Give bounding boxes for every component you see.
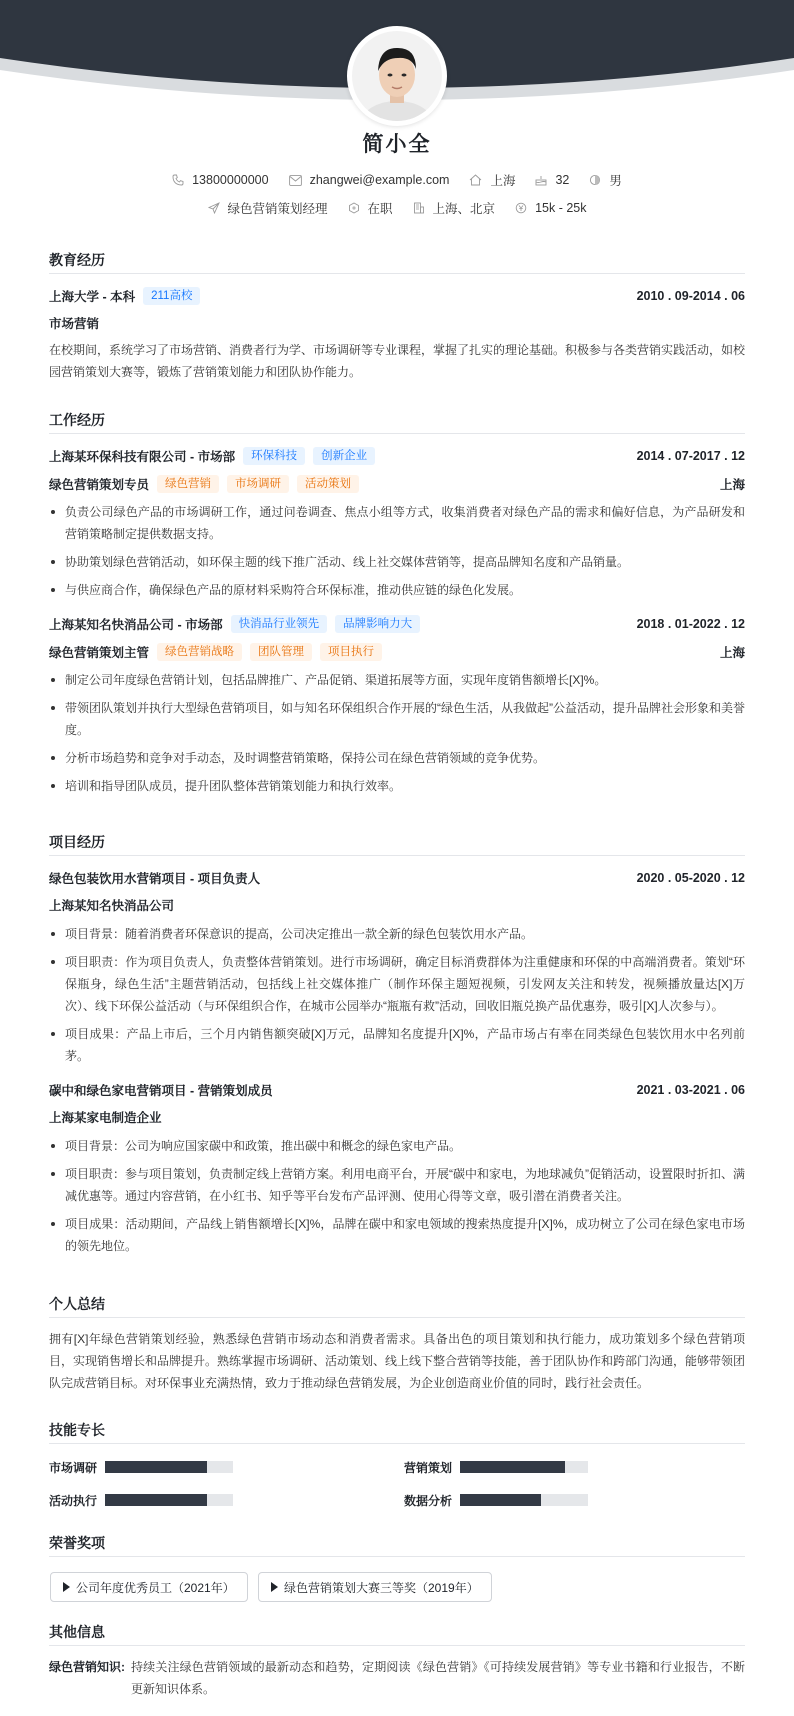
gender-icon bbox=[589, 174, 601, 186]
summary-title: 个人总结 bbox=[49, 1294, 745, 1318]
skill-tag: 活动策划 bbox=[297, 475, 359, 493]
project-header bbox=[49, 867, 745, 889]
skill-item bbox=[404, 1458, 588, 1476]
avatar bbox=[347, 26, 447, 126]
job-location: 上海 bbox=[719, 646, 745, 660]
skill-tag: 绿色营销 bbox=[157, 475, 219, 493]
other-title: 其他信息 bbox=[49, 1622, 745, 1646]
skill-name: 营销策划 bbox=[404, 1460, 453, 1475]
project-bullets bbox=[49, 923, 745, 1067]
company-tag: 品牌影响力大 bbox=[335, 615, 420, 633]
job-header bbox=[49, 613, 745, 635]
skill-name: 活动执行 bbox=[49, 1493, 98, 1508]
skill-tag: 绿色营销战略 bbox=[157, 643, 242, 661]
age-item bbox=[535, 173, 569, 187]
summary-text: 拥有[X]年绿色营销策划经验，熟悉绿色营销市场动态和消费者需求。具备出色的项目策划和执行能力，成功策划多个绿色营销项目，实现销售增长和品牌提升。熟练掌握市场调研、活动策划、线上线下整合营销等技能，善于团队协作和跨部门沟通，能够带领团队完成营销目标。对环保事业充满热情，致力于推动绿色营销发展，为企业创造商业价值的同时，践行社会责任。 bbox=[49, 1332, 746, 1390]
home-icon bbox=[469, 174, 482, 186]
phone-icon bbox=[172, 174, 184, 186]
email-text: zhangwei@example.com bbox=[309, 173, 450, 187]
list-item: 项目职责：作为项目负责人，负责整体营销策划。进行市场调研，确定目标消费群体为注重健康和环保的中高端消费者。策划“环保瓶身，绿色生活”主题营销活动，包括线上社交媒体推广（制作环保主题短视频，引发网友关注和转发，视频播放量达[X]万次）、线下环保公益活动（与环保组织合作，在城市公园举办“瓶瓶有救”活动，回收旧瓶兑换产品优惠券，吸引[X]人次参与）。 bbox=[49, 951, 745, 1017]
triangle-right-icon bbox=[271, 1582, 278, 1592]
job-bullets bbox=[49, 501, 745, 601]
other-section bbox=[49, 1622, 745, 1700]
skill-name: 市场调研 bbox=[49, 1460, 98, 1475]
skill-item bbox=[404, 1491, 588, 1509]
job-bullets bbox=[49, 669, 745, 797]
work-title: 工作经历 bbox=[49, 410, 745, 434]
award-item bbox=[258, 1572, 492, 1602]
skill-name: 数据分析 bbox=[404, 1493, 453, 1508]
list-item: 项目职责：参与项目策划，负责制定线上营销方案。利用电商平台，开展“碳中和家电，为地球减负”促销活动，设置限时折扣、满减优惠等。通过内容营销，在小红书、知乎等平台发布产品评测、使用心得等文章，吸引潜在消费者关注。 bbox=[49, 1163, 745, 1207]
education-header bbox=[49, 285, 745, 307]
list-item: 负责公司绿色产品的市场调研工作，通过问卷调查、焦点小组等方式，收集消费者对绿色产品的需求和偏好信息，为产品研发和营销策略制定提供数据支持。 bbox=[49, 501, 745, 545]
education-title: 教育经历 bbox=[49, 250, 745, 274]
email-icon bbox=[289, 175, 302, 186]
skill-tag: 项目执行 bbox=[320, 643, 382, 661]
list-item: 项目成果：产品上市后，三个月内销售额突破[X]万元，品牌知名度提升[X]%，产品市场占有率在同类绿色包装饮用水中名列前茅。 bbox=[49, 1023, 745, 1067]
list-item: 项目背景：公司为响应国家碳中和政策，推出碳中和概念的绿色家电产品。 bbox=[49, 1135, 745, 1157]
honors-title: 荣誉奖项 bbox=[49, 1533, 745, 1557]
building-icon bbox=[413, 202, 425, 214]
skill-tag: 市场调研 bbox=[227, 475, 289, 493]
skill-bar-fill bbox=[460, 1461, 565, 1473]
project-company: 上海某知名快消品公司 bbox=[49, 899, 175, 913]
list-item: 项目背景：随着消费者环保意识的提高，公司决定推出一款全新的绿色包装饮用水产品。 bbox=[49, 923, 745, 945]
other-text: 持续关注绿色营销领域的最新动态和趋势，定期阅读《绿色营销》《可持续发展营销》等专业书籍和行业报告，不断更新知识体系。 bbox=[131, 1660, 745, 1696]
skill-tag: 团队管理 bbox=[250, 643, 312, 661]
position-row bbox=[49, 641, 745, 663]
salary-text: 15k - 25k bbox=[535, 201, 587, 215]
company-tag: 创新企业 bbox=[313, 447, 375, 465]
salary-item bbox=[515, 201, 586, 215]
company-name: 上海某环保科技有限公司 - 市场部 bbox=[49, 450, 236, 464]
triangle-right-icon bbox=[63, 1582, 70, 1592]
candidate-name: 简小全 bbox=[362, 133, 432, 156]
company-tag: 环保科技 bbox=[243, 447, 305, 465]
project-company: 上海某家电制造企业 bbox=[49, 1111, 162, 1125]
list-item: 带领团队策划并执行大型绿色营销项目，如与知名环保组织合作开展的“绿色生活，从我做起”公益活动，提升品牌社会形象和美誉度。 bbox=[49, 697, 745, 741]
job-entry bbox=[49, 445, 745, 601]
phone-item bbox=[172, 173, 268, 187]
project-name: 绿色包装饮用水营销项目 - 项目负责人 bbox=[49, 872, 261, 886]
list-item: 与供应商合作，确保绿色产品的原材料采购符合环保标准，推动供应链的绿色化发展。 bbox=[49, 579, 745, 601]
education-period: 2010 . 09-2014 . 06 bbox=[636, 289, 745, 303]
award-text: 绿色营销策划大赛三等奖（2019年） bbox=[284, 1580, 479, 1595]
project-period: 2020 . 05-2020 . 12 bbox=[636, 871, 745, 885]
gender-text: 男 bbox=[609, 174, 622, 188]
skills-title: 技能专长 bbox=[49, 1420, 745, 1444]
project-period: 2021 . 03-2021 . 06 bbox=[636, 1083, 745, 1097]
skill-bar bbox=[105, 1461, 233, 1473]
job-location: 上海 bbox=[719, 478, 745, 492]
skill-bar bbox=[460, 1461, 588, 1473]
job-header bbox=[49, 445, 745, 467]
cake-icon bbox=[535, 174, 547, 186]
job-intent-row bbox=[0, 199, 794, 217]
project-header bbox=[49, 1079, 745, 1101]
skill-bar-fill bbox=[105, 1494, 207, 1506]
job-entry bbox=[49, 613, 745, 797]
job-period: 2014 . 07-2017 . 12 bbox=[636, 449, 745, 463]
award-item bbox=[50, 1572, 248, 1602]
skill-bar bbox=[460, 1494, 588, 1506]
age-text: 32 bbox=[555, 173, 570, 187]
skill-bar bbox=[105, 1494, 233, 1506]
gender-item bbox=[589, 171, 622, 189]
project-entry bbox=[49, 1079, 745, 1257]
list-item: 协助策划绿色营销活动，如环保主题的线下推广活动、线上社交媒体营销等，提高品牌知名度和产品销量。 bbox=[49, 551, 745, 573]
phone-text: 13800000000 bbox=[192, 173, 269, 187]
other-label: 绿色营销知识: bbox=[49, 1660, 125, 1674]
status-text: 在职 bbox=[367, 202, 393, 216]
project-entry bbox=[49, 867, 745, 1067]
skill-bar-fill bbox=[105, 1461, 207, 1473]
skill-bar-fill bbox=[460, 1494, 541, 1506]
education-section bbox=[49, 250, 745, 383]
target-role-text: 绿色营销策划经理 bbox=[227, 202, 328, 216]
other-item bbox=[49, 1656, 745, 1700]
major: 市场营销 bbox=[49, 317, 100, 331]
projects-title: 项目经历 bbox=[49, 832, 745, 856]
money-icon bbox=[515, 202, 527, 214]
list-item: 项目成果：活动期间，产品线上销售额增长[X]%，品牌在碳中和家电领域的搜索热度提升[X]%，成功树立了公司在绿色家电市场的领先地位。 bbox=[49, 1213, 745, 1257]
target-cities-item bbox=[413, 199, 496, 217]
list-item: 培训和指导团队成员，提升团队整体营销策划能力和执行效率。 bbox=[49, 775, 745, 797]
list-item: 分析市场趋势和竞争对手动态，及时调整营销策略，保持公司在绿色营销领域的竞争优势。 bbox=[49, 747, 745, 769]
project-bullets bbox=[49, 1135, 745, 1257]
project-name: 碳中和绿色家电营销项目 - 营销策划成员 bbox=[49, 1084, 273, 1098]
work-section bbox=[49, 410, 745, 803]
email-item bbox=[289, 173, 450, 187]
job-period: 2018 . 01-2022 . 12 bbox=[636, 617, 745, 631]
status-item bbox=[348, 199, 393, 217]
list-item: 制定公司年度绿色营销计划，包括品牌推广、产品促销、渠道拓展等方面，实现年度销售额增长[X]%。 bbox=[49, 669, 745, 691]
school-tag: 211高校 bbox=[143, 287, 200, 305]
school-name: 上海大学 - 本科 bbox=[49, 290, 136, 304]
contact-info-row bbox=[0, 171, 794, 189]
position-row bbox=[49, 473, 745, 495]
education-description: 在校期间，系统学习了市场营销、消费者行为学、市场调研等专业课程，掌握了扎实的理论基础。积极参与各类营销实践活动，如校园营销策划大赛等，锻炼了营销策划能力和团队协作能力。 bbox=[49, 343, 746, 379]
skill-item bbox=[49, 1458, 233, 1476]
status-icon bbox=[348, 202, 360, 214]
summary-section bbox=[49, 1294, 745, 1394]
city-text: 上海 bbox=[490, 174, 516, 188]
target-role-item bbox=[208, 199, 328, 217]
award-text: 公司年度优秀员工（2021年） bbox=[76, 1580, 235, 1595]
skill-item bbox=[49, 1491, 233, 1509]
company-name: 上海某知名快消品公司 - 市场部 bbox=[49, 618, 223, 632]
projects-section bbox=[49, 832, 745, 1263]
honors-section bbox=[49, 1533, 745, 1557]
position-title: 绿色营销策划专员 bbox=[49, 478, 150, 492]
send-icon bbox=[208, 202, 220, 214]
company-tag: 快消品行业领先 bbox=[231, 615, 328, 633]
target-cities-text: 上海、北京 bbox=[432, 202, 496, 216]
position-title: 绿色营销策划主管 bbox=[49, 646, 150, 660]
city-item bbox=[469, 171, 515, 189]
skills-section bbox=[49, 1420, 745, 1444]
